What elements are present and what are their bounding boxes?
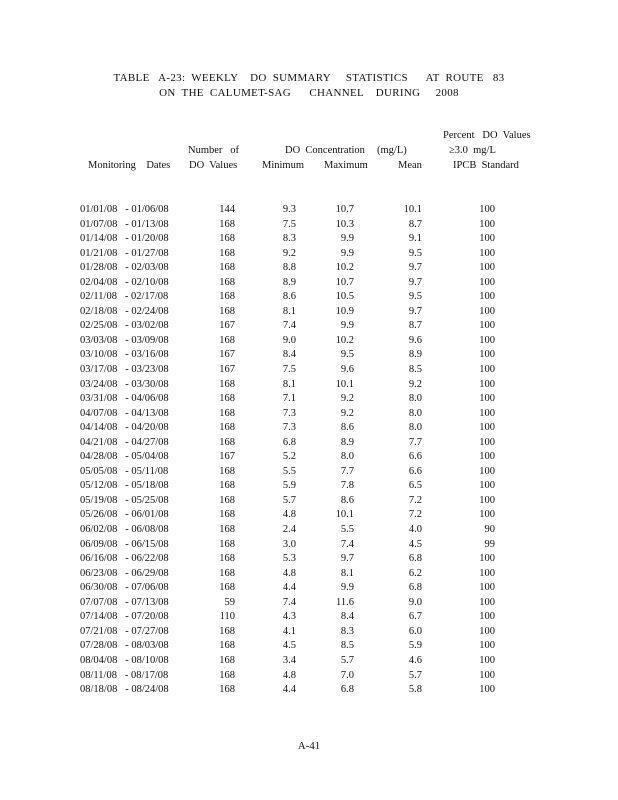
cell-mean: 8.0	[408, 393, 422, 405]
cell-monitoring-dates: 02/18/08 - 02/24/08	[80, 305, 169, 317]
table-row	[0, 364, 618, 379]
cell-number-of-values: 168	[219, 625, 235, 637]
cell-percent-ipcb: 100	[479, 465, 495, 477]
cell-maximum: 8.6	[340, 494, 354, 506]
cell-monitoring-dates: 05/26/08 - 06/01/08	[80, 509, 169, 521]
cell-mean: 6.5	[408, 480, 422, 492]
cell-monitoring-dates: 05/19/08 - 05/25/08	[80, 494, 169, 506]
table-row	[0, 320, 618, 335]
cell-minimum: 7.5	[282, 218, 296, 230]
cell-percent-ipcb: 100	[479, 480, 495, 492]
table-row	[0, 509, 618, 524]
cell-mean: 9.1	[408, 233, 422, 245]
table-row	[0, 408, 618, 423]
cell-number-of-values: 168	[219, 378, 235, 390]
cell-monitoring-dates: 04/21/08 - 04/27/08	[80, 436, 169, 448]
cell-maximum: 9.6	[340, 364, 354, 376]
cell-percent-ipcb: 100	[479, 247, 495, 259]
table-row	[0, 204, 618, 219]
header-percent-line-2: ≥3.0 mg/L	[449, 145, 496, 156]
cell-number-of-values: 167	[219, 451, 235, 463]
cell-maximum: 7.0	[340, 669, 354, 681]
cell-maximum: 8.1	[340, 567, 354, 579]
cell-percent-ipcb: 100	[479, 553, 495, 565]
cell-mean: 8.9	[408, 349, 422, 361]
cell-number-of-values: 168	[219, 582, 235, 594]
cell-percent-ipcb: 100	[479, 407, 495, 419]
table-row	[0, 480, 618, 495]
cell-maximum: 9.7	[340, 553, 354, 565]
cell-maximum: 6.8	[340, 684, 354, 696]
cell-number-of-values: 168	[219, 233, 235, 245]
cell-percent-ipcb: 100	[479, 567, 495, 579]
header-maximum: Maximum	[324, 160, 368, 171]
cell-minimum: 8.6	[282, 291, 296, 303]
cell-number-of-values: 168	[219, 567, 235, 579]
cell-maximum: 5.5	[340, 524, 354, 536]
cell-number-of-values: 168	[219, 218, 235, 230]
cell-percent-ipcb: 100	[479, 320, 495, 332]
cell-maximum: 10.1	[335, 378, 354, 390]
cell-monitoring-dates: 03/31/08 - 04/06/08	[80, 393, 169, 405]
cell-mean: 9.7	[408, 276, 422, 288]
cell-number-of-values: 168	[219, 669, 235, 681]
table-row	[0, 306, 618, 321]
table-row	[0, 248, 618, 263]
cell-percent-ipcb: 100	[479, 262, 495, 274]
cell-minimum: 4.4	[282, 582, 296, 594]
cell-minimum: 8.3	[282, 233, 296, 245]
table-row	[0, 335, 618, 350]
cell-number-of-values: 168	[219, 494, 235, 506]
cell-mean: 5.8	[408, 684, 422, 696]
table-row	[0, 495, 618, 510]
cell-monitoring-dates: 07/07/08 - 07/13/08	[80, 596, 169, 608]
table-row	[0, 466, 618, 481]
cell-mean: 9.6	[408, 334, 422, 346]
cell-minimum: 2.4	[282, 524, 296, 536]
cell-mean: 6.6	[408, 465, 422, 477]
table-row	[0, 611, 618, 626]
cell-mean: 7.2	[408, 509, 422, 521]
cell-minimum: 7.5	[282, 364, 296, 376]
cell-mean: 5.9	[408, 640, 422, 652]
cell-percent-ipcb: 100	[479, 451, 495, 463]
cell-monitoring-dates: 06/23/08 - 06/29/08	[80, 567, 169, 579]
cell-minimum: 7.4	[282, 596, 296, 608]
cell-mean: 7.7	[408, 436, 422, 448]
header-units: (mg/L)	[377, 145, 407, 156]
cell-monitoring-dates: 03/03/08 - 03/09/08	[80, 334, 169, 346]
cell-mean: 8.5	[408, 364, 422, 376]
cell-minimum: 9.3	[282, 204, 296, 215]
cell-percent-ipcb: 100	[479, 378, 495, 390]
cell-mean: 6.0	[408, 625, 422, 637]
cell-percent-ipcb: 100	[479, 684, 495, 696]
cell-percent-ipcb: 100	[479, 436, 495, 448]
cell-minimum: 4.8	[282, 567, 296, 579]
cell-minimum: 5.7	[282, 494, 296, 506]
cell-mean: 5.7	[408, 669, 422, 681]
cell-maximum: 9.2	[340, 407, 354, 419]
table-row	[0, 437, 618, 452]
table-row	[0, 349, 618, 364]
cell-maximum: 9.5	[340, 349, 354, 361]
cell-minimum: 4.1	[282, 625, 296, 637]
cell-percent-ipcb: 100	[479, 204, 495, 215]
cell-maximum: 10.9	[335, 305, 354, 317]
cell-percent-ipcb: 100	[479, 494, 495, 506]
cell-number-of-values: 168	[219, 422, 235, 434]
cell-monitoring-dates: 04/14/08 - 04/20/08	[80, 422, 169, 434]
cell-minimum: 4.3	[282, 611, 296, 623]
cell-number-of-values: 168	[219, 334, 235, 346]
cell-percent-ipcb: 100	[479, 291, 495, 303]
cell-mean: 9.5	[408, 291, 422, 303]
header-minimum: Minimum	[262, 160, 305, 171]
cell-mean: 9.7	[408, 262, 422, 274]
cell-monitoring-dates: 02/04/08 - 02/10/08	[80, 276, 169, 288]
table-row	[0, 582, 618, 597]
cell-minimum: 7.4	[282, 320, 296, 332]
table-row	[0, 524, 618, 539]
cell-number-of-values: 168	[219, 538, 235, 550]
cell-monitoring-dates: 01/21/08 - 01/27/08	[80, 247, 169, 259]
cell-mean: 4.5	[408, 538, 422, 550]
header-monitoring-dates: Monitoring Dates	[88, 160, 171, 171]
cell-monitoring-dates: 01/07/08 - 01/13/08	[80, 218, 169, 230]
cell-monitoring-dates: 06/30/08 - 07/06/08	[80, 582, 169, 594]
cell-minimum: 4.8	[282, 669, 296, 681]
cell-percent-ipcb: 100	[479, 509, 495, 521]
cell-mean: 6.8	[408, 582, 422, 594]
cell-maximum: 8.0	[340, 451, 354, 463]
table-title-line-2: ON THE CALUMET-SAG CHANNEL DURING 2008	[159, 87, 459, 99]
table-title-line-1: TABLE A-23: WEEKLY DO SUMMARY STATISTICS AT ROUTE 83	[113, 72, 505, 84]
cell-percent-ipcb: 100	[479, 582, 495, 594]
cell-percent-ipcb: 100	[479, 640, 495, 652]
cell-maximum: 9.9	[340, 320, 354, 332]
table-row	[0, 422, 618, 437]
cell-monitoring-dates: 06/02/08 - 06/08/08	[80, 524, 169, 536]
cell-number-of-values: 168	[219, 305, 235, 317]
cell-percent-ipcb: 100	[479, 654, 495, 666]
cell-minimum: 9.2	[282, 247, 296, 259]
cell-maximum: 8.3	[340, 625, 354, 637]
cell-monitoring-dates: 04/07/08 - 04/13/08	[80, 407, 169, 419]
cell-maximum: 7.7	[340, 465, 354, 477]
cell-minimum: 4.8	[282, 509, 296, 521]
cell-minimum: 8.8	[282, 262, 296, 274]
cell-mean: 10.1	[403, 204, 422, 215]
cell-number-of-values: 168	[219, 262, 235, 274]
cell-mean: 4.6	[408, 654, 422, 666]
cell-maximum: 8.6	[340, 422, 354, 434]
cell-maximum: 8.5	[340, 640, 354, 652]
cell-maximum: 9.9	[340, 233, 354, 245]
cell-monitoring-dates: 07/14/08 - 07/20/08	[80, 611, 169, 623]
table-row	[0, 597, 618, 612]
cell-minimum: 7.1	[282, 393, 296, 405]
header-mean: Mean	[398, 160, 422, 171]
cell-monitoring-dates: 08/04/08 - 08/10/08	[80, 654, 169, 666]
table-row	[0, 670, 618, 685]
cell-percent-ipcb: 100	[479, 669, 495, 681]
cell-number-of-values: 168	[219, 509, 235, 521]
cell-minimum: 3.4	[282, 654, 296, 666]
table-row	[0, 262, 618, 277]
cell-mean: 8.7	[408, 218, 422, 230]
cell-mean: 9.0	[408, 596, 422, 608]
cell-monitoring-dates: 04/28/08 - 05/04/08	[80, 451, 169, 463]
cell-number-of-values: 110	[219, 611, 235, 623]
cell-number-of-values: 168	[219, 291, 235, 303]
cell-percent-ipcb: 90	[484, 524, 495, 536]
cell-monitoring-dates: 07/28/08 - 08/03/08	[80, 640, 169, 652]
cell-number-of-values: 168	[219, 553, 235, 565]
cell-number-of-values: 168	[219, 436, 235, 448]
cell-number-of-values: 167	[219, 320, 235, 332]
cell-percent-ipcb: 100	[479, 334, 495, 346]
header-do-values: DO Values	[189, 160, 238, 171]
table-row	[0, 568, 618, 583]
table-row	[0, 291, 618, 306]
cell-percent-ipcb: 100	[479, 218, 495, 230]
cell-maximum: 9.9	[340, 247, 354, 259]
cell-mean: 9.5	[408, 247, 422, 259]
cell-mean: 9.7	[408, 305, 422, 317]
cell-percent-ipcb: 100	[479, 349, 495, 361]
cell-monitoring-dates: 03/10/08 - 03/16/08	[80, 349, 169, 361]
cell-number-of-values: 167	[219, 349, 235, 361]
cell-minimum: 6.8	[282, 436, 296, 448]
table-row	[0, 393, 618, 408]
table-row	[0, 233, 618, 248]
cell-monitoring-dates: 01/14/08 - 01/20/08	[80, 233, 169, 245]
cell-mean: 9.2	[408, 378, 422, 390]
cell-maximum: 9.9	[340, 582, 354, 594]
table-row	[0, 640, 618, 655]
cell-percent-ipcb: 100	[479, 233, 495, 245]
table-row	[0, 626, 618, 641]
cell-maximum: 7.4	[340, 538, 354, 550]
header-number-of: Number of	[188, 145, 240, 156]
cell-minimum: 4.4	[282, 684, 296, 696]
cell-monitoring-dates: 06/16/08 - 06/22/08	[80, 553, 169, 565]
cell-maximum: 9.2	[340, 393, 354, 405]
cell-number-of-values: 168	[219, 465, 235, 477]
cell-minimum: 4.5	[282, 640, 296, 652]
table-row	[0, 379, 618, 394]
cell-mean: 8.0	[408, 407, 422, 419]
cell-maximum: 10.2	[335, 334, 354, 346]
cell-mean: 6.6	[408, 451, 422, 463]
cell-number-of-values: 144	[219, 204, 235, 215]
cell-minimum: 5.2	[282, 451, 296, 463]
header-percent-line-1: Percent DO Values	[443, 130, 531, 141]
cell-number-of-values: 168	[219, 640, 235, 652]
cell-number-of-values: 168	[219, 276, 235, 288]
table-row	[0, 451, 618, 466]
cell-minimum: 3.0	[282, 538, 296, 550]
cell-percent-ipcb: 100	[479, 596, 495, 608]
cell-number-of-values: 168	[219, 684, 235, 696]
cell-minimum: 9.0	[282, 334, 296, 346]
cell-mean: 8.0	[408, 422, 422, 434]
cell-monitoring-dates: 03/24/08 - 03/30/08	[80, 378, 169, 390]
cell-number-of-values: 168	[219, 407, 235, 419]
cell-monitoring-dates: 01/28/08 - 02/03/08	[80, 262, 169, 274]
cell-minimum: 7.3	[282, 407, 296, 419]
cell-monitoring-dates: 08/18/08 - 08/24/08	[80, 684, 169, 696]
cell-percent-ipcb: 100	[479, 422, 495, 434]
cell-monitoring-dates: 07/21/08 - 07/27/08	[80, 625, 169, 637]
cell-mean: 6.2	[408, 567, 422, 579]
cell-maximum: 8.9	[340, 436, 354, 448]
data-table-body	[0, 204, 618, 699]
cell-maximum: 10.1	[335, 509, 354, 521]
cell-percent-ipcb: 100	[479, 393, 495, 405]
table-row	[0, 684, 618, 699]
cell-minimum: 5.9	[282, 480, 296, 492]
cell-mean: 6.8	[408, 553, 422, 565]
table-row	[0, 539, 618, 554]
cell-number-of-values: 59	[224, 596, 235, 608]
cell-monitoring-dates: 03/17/08 - 03/23/08	[80, 364, 169, 376]
cell-minimum: 8.1	[282, 305, 296, 317]
cell-maximum: 10.5	[335, 291, 354, 303]
cell-percent-ipcb: 100	[479, 611, 495, 623]
cell-maximum: 10.7	[335, 204, 354, 215]
cell-percent-ipcb: 100	[479, 625, 495, 637]
cell-mean: 8.7	[408, 320, 422, 332]
cell-minimum: 5.3	[282, 553, 296, 565]
cell-minimum: 8.9	[282, 276, 296, 288]
cell-monitoring-dates: 05/05/08 - 05/11/08	[80, 465, 169, 477]
cell-maximum: 10.7	[335, 276, 354, 288]
cell-maximum: 10.3	[335, 218, 354, 230]
cell-monitoring-dates: 06/09/08 - 06/15/08	[80, 538, 169, 550]
header-ipcb-standard: IPCB Standard	[453, 160, 519, 171]
cell-monitoring-dates: 08/11/08 - 08/17/08	[80, 669, 169, 681]
table-row	[0, 655, 618, 670]
cell-percent-ipcb: 100	[479, 305, 495, 317]
cell-maximum: 11.6	[336, 596, 354, 608]
table-row	[0, 553, 618, 568]
cell-maximum: 5.7	[340, 654, 354, 666]
header-do-concentration: DO Concentration	[285, 145, 365, 156]
table-row	[0, 277, 618, 292]
cell-maximum: 7.8	[340, 480, 354, 492]
cell-minimum: 8.4	[282, 349, 296, 361]
cell-number-of-values: 167	[219, 364, 235, 376]
cell-minimum: 5.5	[282, 465, 296, 477]
cell-percent-ipcb: 100	[479, 364, 495, 376]
cell-minimum: 8.1	[282, 378, 296, 390]
cell-monitoring-dates: 02/11/08 - 02/17/08	[80, 291, 169, 303]
cell-number-of-values: 168	[219, 524, 235, 536]
cell-percent-ipcb: 99	[484, 538, 495, 550]
cell-number-of-values: 168	[219, 247, 235, 259]
cell-mean: 7.2	[408, 494, 422, 506]
cell-maximum: 8.4	[340, 611, 354, 623]
cell-number-of-values: 168	[219, 654, 235, 666]
cell-monitoring-dates: 01/01/08 - 01/06/08	[80, 204, 169, 215]
cell-mean: 6.7	[408, 611, 422, 623]
cell-monitoring-dates: 02/25/08 - 03/02/08	[80, 320, 169, 332]
page-number: A-41	[297, 740, 321, 752]
table-row	[0, 219, 618, 234]
cell-percent-ipcb: 100	[479, 276, 495, 288]
cell-maximum: 10.2	[335, 262, 354, 274]
cell-minimum: 7.3	[282, 422, 296, 434]
cell-number-of-values: 168	[219, 393, 235, 405]
cell-monitoring-dates: 05/12/08 - 05/18/08	[80, 480, 169, 492]
cell-mean: 4.0	[408, 524, 422, 536]
cell-number-of-values: 168	[219, 480, 235, 492]
